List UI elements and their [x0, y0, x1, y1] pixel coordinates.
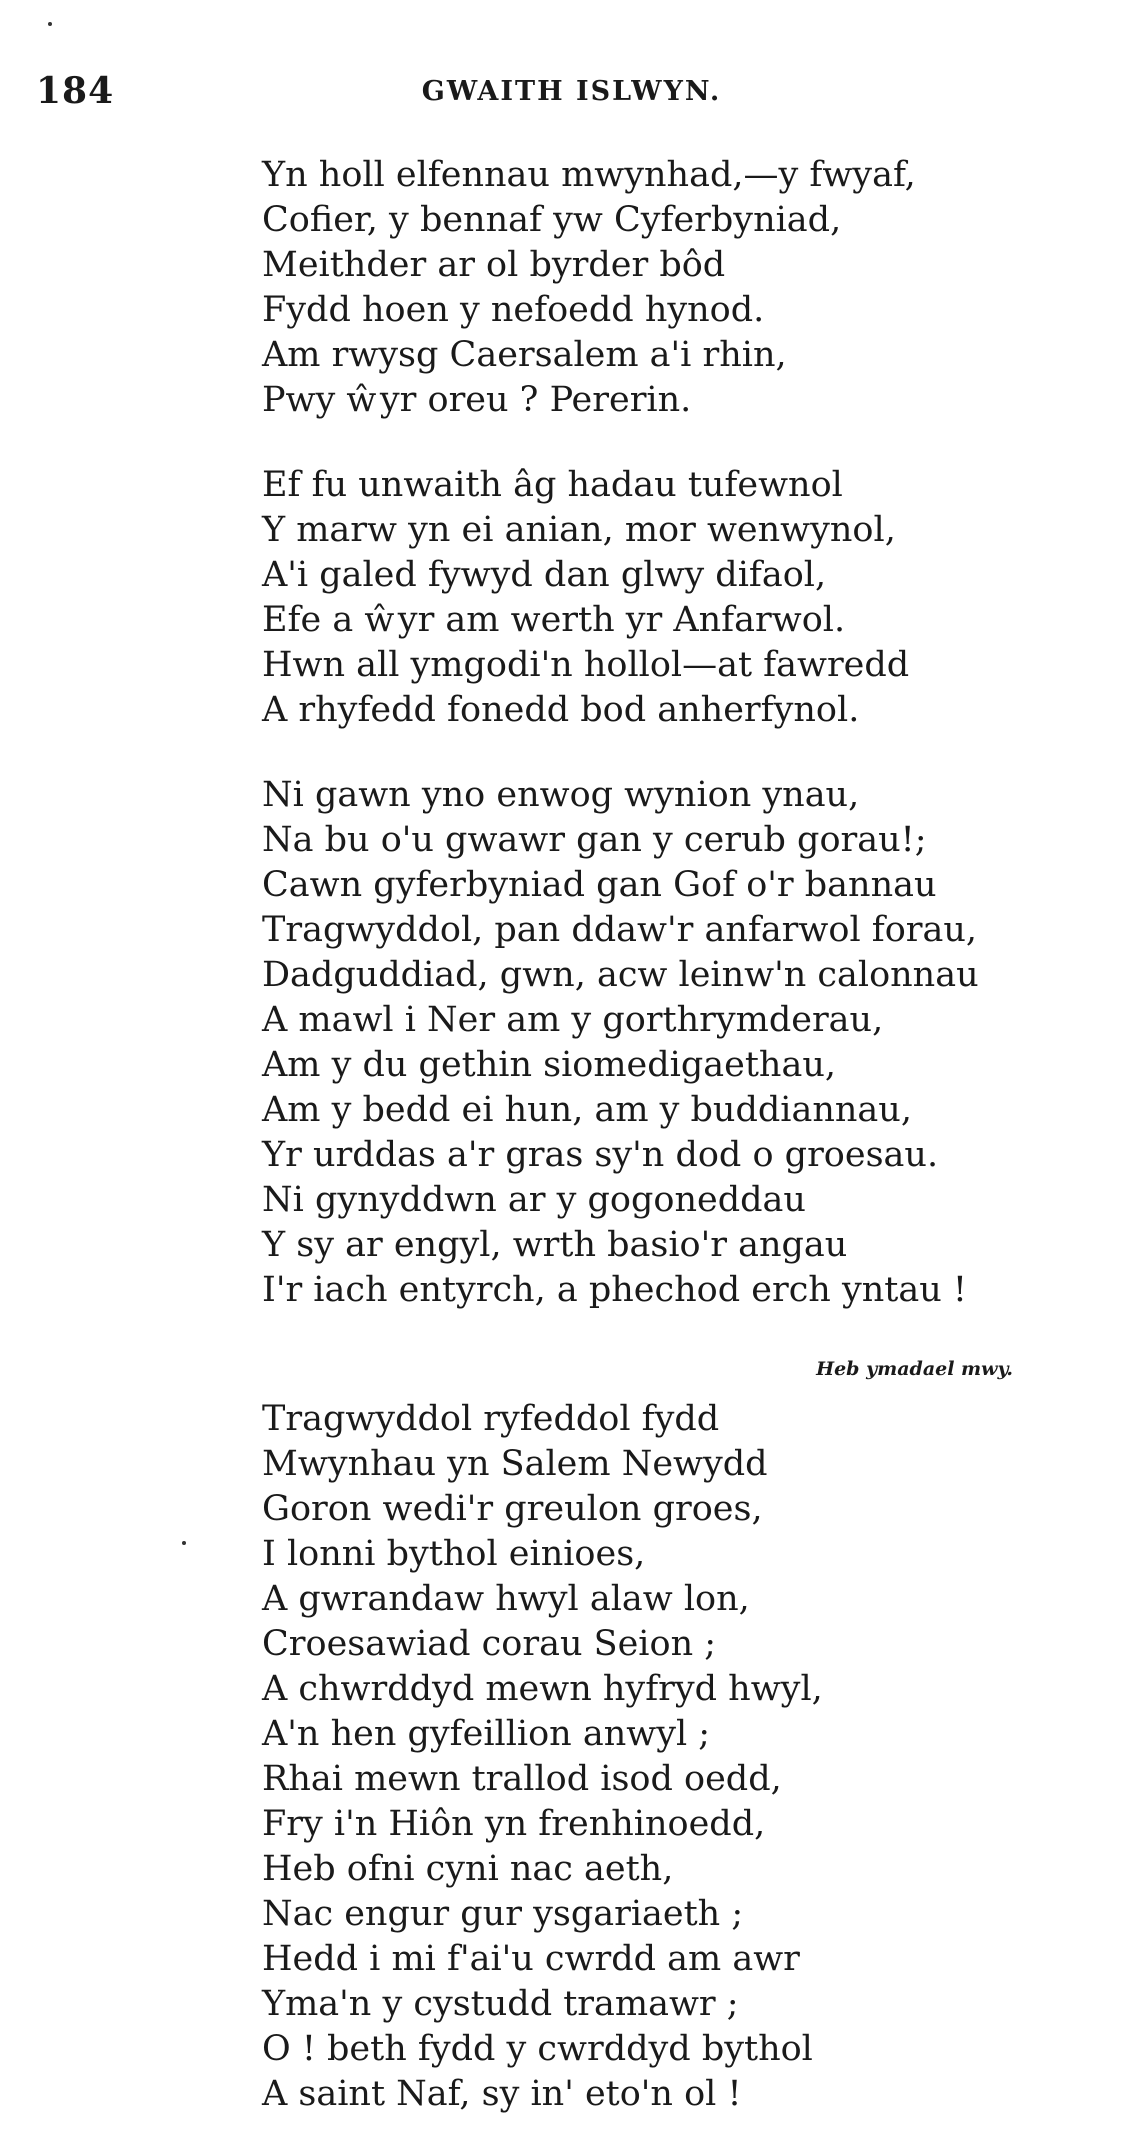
verse-line: Ni gynyddwn ar y gogoneddau: [262, 1180, 806, 1220]
verse-line: Y sy ar engyl, wrth basio'r angau: [262, 1225, 848, 1265]
verse-line: Yr urddas a'r gras sy'n dod o groesau.: [262, 1135, 939, 1175]
print-speck: [182, 1541, 186, 1545]
verse-line: Y marw yn ei anian, mor wenwynol,: [262, 510, 896, 550]
verse-line: I'r iach entyrch, a phechod erch yntau !: [262, 1270, 967, 1310]
verse-line: A gwrandaw hwyl alaw lon,: [262, 1579, 750, 1619]
running-head: GWAITH ISLWYN.: [421, 76, 722, 107]
verse-line: A rhyfedd fonedd bod anherfynol.: [262, 690, 860, 730]
verse-line: Yn holl elfennau mwynhad,—y fwyaf,: [262, 155, 916, 195]
verse-line: Dadguddiad, gwn, acw leinw'n calonnau: [262, 955, 979, 995]
verse-line: Fydd hoen y nefoedd hynod.: [262, 290, 765, 330]
verse-line: A mawl i Ner am y gorthrymderau,: [262, 1000, 884, 1040]
verse-line: A'i galed fywyd dan glwy difaol,: [262, 555, 827, 595]
verse-line: Rhai mewn trallod isod oedd,: [262, 1759, 782, 1799]
verse-line: Tragwyddol ryfeddol fydd: [262, 1399, 720, 1439]
verse-line: Ef fu unwaith âg hadau tufewnol: [262, 465, 843, 505]
verse-line: Tragwyddol, pan ddaw'r anfarwol forau,: [262, 910, 978, 950]
stanza-3: [262, 773, 979, 1313]
verse-line: I lonni bythol einioes,: [262, 1534, 646, 1574]
verse-line: Fry i'n Hiôn yn frenhinoedd,: [262, 1804, 766, 1844]
stanza-4: [262, 1397, 823, 2117]
verse-line: Mwynhau yn Salem Newydd: [262, 1444, 768, 1484]
verse-line: Na bu o'u gwawr gan y cerub gorau!;: [262, 820, 927, 860]
verse-line: Hedd i mi f'ai'u cwrdd am awr: [262, 1939, 800, 1979]
verse-line: Pwy ŵyr oreu ? Pererin.: [262, 380, 692, 420]
verse-line: Am y du gethin siomedigaethau,: [262, 1045, 836, 1085]
verse-line: Efe a ŵyr am werth yr Anfarwol.: [262, 600, 846, 640]
verse-line: A'n hen gyfeillion anwyl ;: [262, 1714, 711, 1754]
verse-line: Cawn gyferbyniad gan Gof o'r bannau: [262, 865, 937, 905]
verse-line: Nac engur gur ysgariaeth ;: [262, 1894, 744, 1934]
stanza-2: [262, 463, 909, 733]
verse-line: A chwrddyd mewn hyfryd hwyl,: [262, 1669, 823, 1709]
page-number: 184: [36, 70, 115, 112]
verse-line: O ! beth fydd y cwrddyd bythol: [262, 2029, 813, 2069]
verse-line: A saint Naf, sy in' eto'n ol !: [262, 2074, 742, 2114]
verse-line: Am rwysg Caersalem a'i rhin,: [262, 335, 787, 375]
verse-line: Heb ofni cyni nac aeth,: [262, 1849, 674, 1889]
verse-line: Ni gawn yno enwog wynion ynau,: [262, 775, 860, 815]
verse-line: Goron wedi'r greulon groes,: [262, 1489, 763, 1529]
print-speck: [48, 22, 52, 26]
verse-line: Croesawiad corau Seion ;: [262, 1624, 717, 1664]
verse-line: Meithder ar ol byrder bôd: [262, 245, 726, 285]
verse-line: Yma'n y cystudd tramawr ;: [262, 1984, 739, 2024]
stanza-1: [262, 153, 916, 423]
verse-line: Cofier, y bennaf yw Cyferbyniad,: [262, 200, 842, 240]
verse-line: Hwn all ymgodi'n hollol—at fawredd: [262, 645, 910, 685]
stage-direction: Heb ymadael mwy.: [816, 1358, 1013, 1380]
verse-line: Am y bedd ei hun, am y buddiannau,: [262, 1090, 912, 1130]
